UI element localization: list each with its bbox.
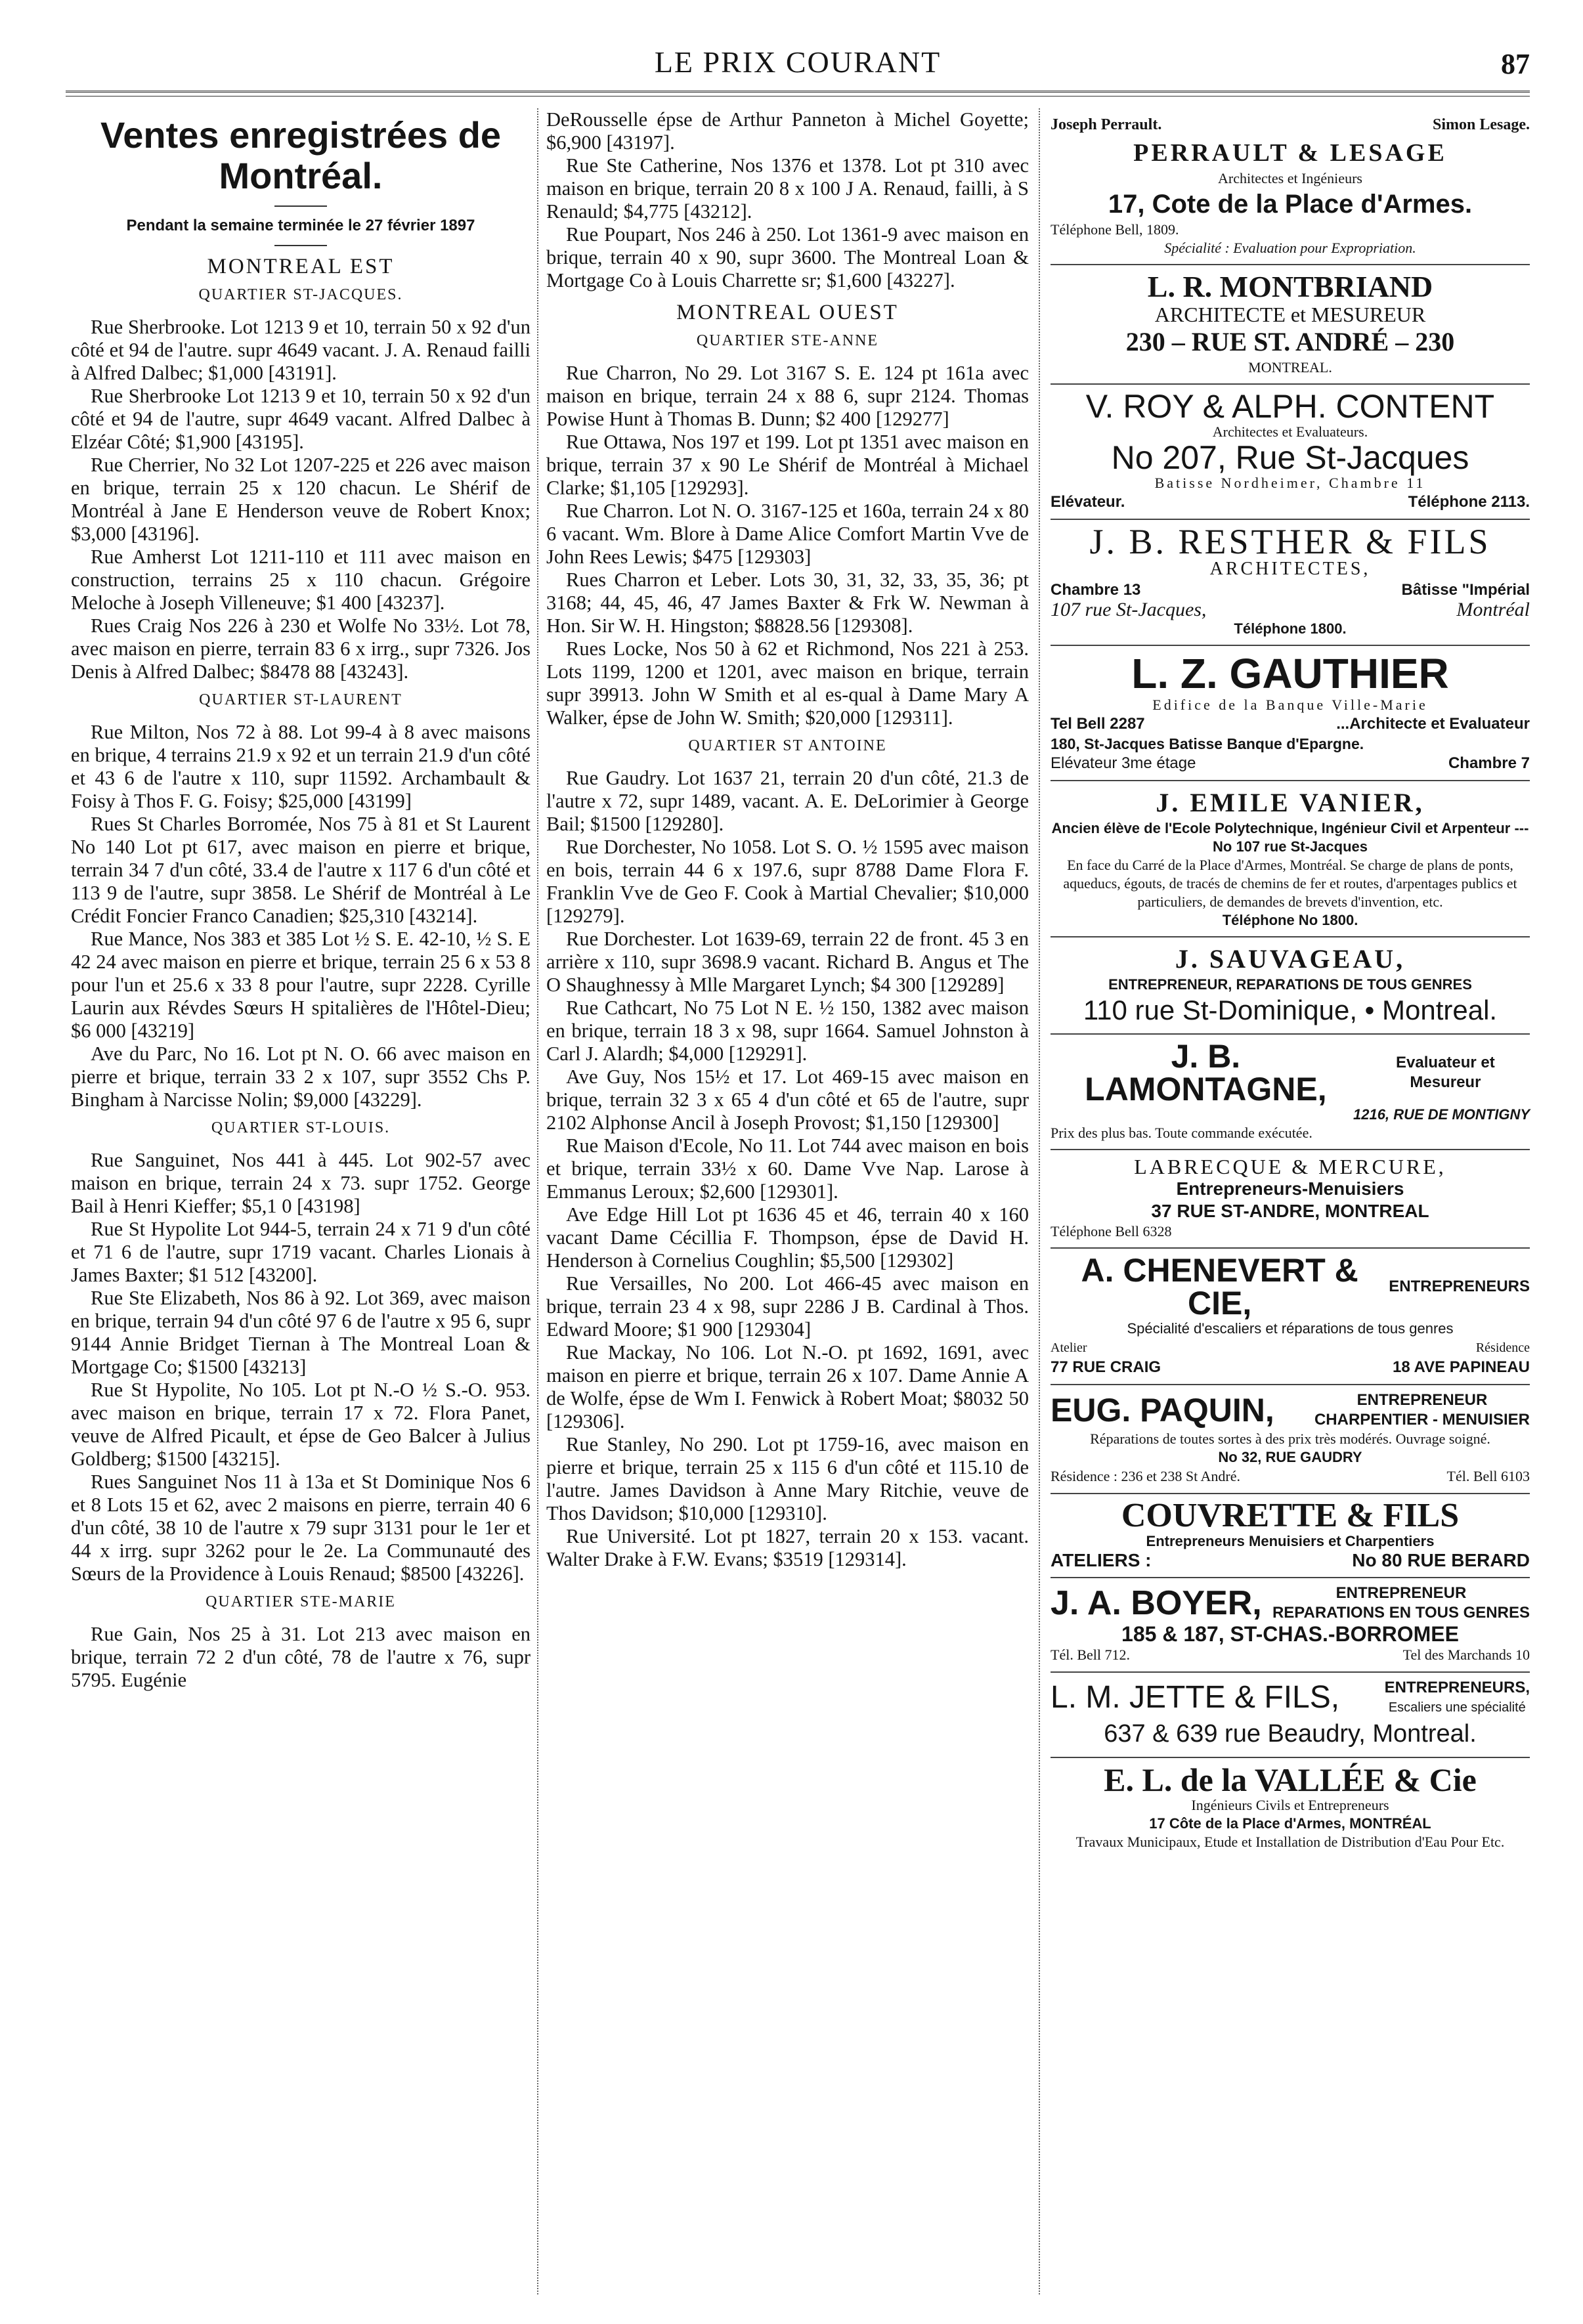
- ad-left: Résidence : 236 et 238 St André.: [1051, 1468, 1241, 1484]
- sale-entry: Rue Stanley, No 290. Lot pt 1759-16, avec maison en pierre et brique, terrain 25 x 115 6 d'un côté et 115.10 de l'autre. James Davidson à Anne Mary Ritchie, veuve de Thos Davidson; $10,000 [129310].: [546, 1433, 1029, 1524]
- page-title: LE PRIX COURANT: [654, 45, 942, 79]
- ad-phone: Téléphone Bell 6328: [1051, 1223, 1172, 1239]
- column-2: [546, 108, 1029, 1571]
- ad-vallee: [1051, 1758, 1530, 1858]
- ad-right: Bâtisse "Impérial: [1401, 581, 1530, 599]
- ad-left-label: Atelier: [1051, 1341, 1087, 1355]
- ad-specialty: Spécialité : Evaluation pour Expropriation.: [1164, 240, 1416, 256]
- ad-firm: PERRAULT & LESAGE: [1133, 139, 1447, 167]
- ad-vanier: [1051, 781, 1530, 937]
- column-divider: [1039, 108, 1040, 2294]
- ad-label: ENTREPRENEURS,: [1384, 1679, 1530, 1696]
- ad-label: ENTREPRENEUR: [1356, 1391, 1488, 1409]
- ad-name: V. ROY & ALPH. CONTENT: [1085, 388, 1495, 425]
- ad-couvrette: [1051, 1494, 1530, 1578]
- page-number: 87: [1501, 48, 1530, 80]
- sale-entry: Rue Ottawa, Nos 197 et 199. Lot pt 1351 avec maison en brique, terrain 37 x 90 Le Shérif de Montréal à Michael Clarke; $1,105 [129293].: [546, 431, 1029, 499]
- ad-trade: Architectes et Ingénieurs: [1218, 170, 1362, 186]
- ad-gauthier: [1051, 646, 1530, 781]
- ad-specialty: Spécialité d'escaliers et réparations de tous genres: [1127, 1320, 1454, 1337]
- ad-trade: REPARATIONS EN TOUS GENRES: [1272, 1604, 1530, 1622]
- ad-trade: ...Architecte et Evaluateur: [1336, 715, 1530, 733]
- ad-phone: Téléphone 1800.: [1234, 620, 1347, 637]
- ad-chenevert: [1051, 1249, 1530, 1385]
- ad-trade: Entrepreneurs-Menuisiers: [1176, 1178, 1404, 1199]
- ad-phone: Tel Bell 2287: [1051, 715, 1145, 733]
- sale-entry: Rues Locke, Nos 50 à 62 et Richmond, Nos 221 à 253. Lots 1199, 1200 et 1201, avec maison en brique, terrain supr 39913. John W Smith et al es-qual à Dame Mary A Walker, épse de John W. Smith; $20,000 [129311].: [546, 637, 1029, 729]
- ad-sauvageau: [1051, 937, 1530, 1035]
- sale-entry: Rue Ste Elizabeth, Nos 86 à 92. Lot 369, avec maison en brique, terrain 94 d'un côté 97 6 de l'autre x 95 6, supr 9144 Annie Bridget Tiernan à The Montreal Loan & Mortgage Co; $1500 [43213]: [71, 1287, 531, 1378]
- ad-address: 37 RUE ST-ANDRE, MONTREAL: [1151, 1201, 1429, 1221]
- ad-note: Prix des plus bas. Toute commande exécutée.: [1051, 1125, 1312, 1141]
- sales-list: [546, 330, 1029, 1571]
- ad-address: 1216, RUE DE MONTIGNY: [1353, 1106, 1530, 1123]
- sale-entry: Rue Dorchester. Lot 1639-69, terrain 22 de front. 45 3 en arrière x 110, supr 3698.9 vacant. Richard B. Angus et The O Shaughnessy à Mlle Margaret Lynch; $4 300 [129289]: [546, 928, 1029, 996]
- sale-entry: Rue Amherst Lot 1211-110 et 111 avec maison en construction, terrains 25 x 110 chacun. Grégoire Meloche à Joseph Villeneuve; $1 400 [43237].: [71, 546, 531, 614]
- ad-montbriand: [1051, 265, 1530, 385]
- ad-line: Ancien élève de l'Ecole Polytechnique, Ingénieur Civil et Arpenteur --- No 107 rue St-Jacques: [1051, 820, 1529, 855]
- sale-entry: Rue Cathcart, No 75 Lot N E. ½ 150, 1382 avec maison en brique, terrain 18 3 x 98, supr 1664. Samuel Johnston à Carl J. Alardh; $4,000 [129291].: [546, 997, 1029, 1065]
- ad-city: Montréal: [1456, 599, 1530, 620]
- sale-entry: Rues Sanguinet Nos 11 à 13a et St Dominique Nos 6 et 8 Lots 15 et 62, avec 2 maisons en pierre, terrain 40 6 d'un côté, 38 10 de l'autre x 79 supr 3131 pour le 1er et 44 x irrg. supr 3262 pour le 2e. La Communauté des Sœurs de la Providence à Louis Renaud; $8500 [43226].: [71, 1471, 531, 1585]
- sale-entry: Rue Sanguinet, Nos 441 à 445. Lot 902-57 avec maison en brique, terrain 24 x 73. supr 1752. George Bail à Henri Kieffer; $5,1 0 [43198]: [71, 1149, 531, 1217]
- ad-city: MONTREAL.: [1248, 359, 1332, 376]
- page-header: [66, 39, 1530, 85]
- ad-trade: Entrepreneurs Menuisiers et Charpentiers: [1146, 1533, 1435, 1549]
- ad-trade: ENTREPRENEUR, REPARATIONS DE TOUS GENRES: [1108, 976, 1472, 993]
- ad-name: Joseph Perrault.: [1051, 116, 1162, 133]
- advertisements-column: [1051, 108, 1530, 1858]
- ad-address: 230 – RUE ST. ANDRÉ – 230: [1125, 327, 1455, 356]
- ad-roy-content: [1051, 385, 1530, 520]
- ad-name: L. Z. GAUTHIER: [1131, 650, 1449, 697]
- ad-name: COUVRETTE & FILS: [1121, 1497, 1460, 1534]
- ad-address: No 207, Rue St-Jacques: [1111, 439, 1469, 476]
- ad-address: 185 & 187, ST-CHAS.-BORROMEE: [1121, 1622, 1459, 1646]
- column-divider: [537, 108, 538, 2294]
- ad-right: 18 AVE PAPINEAU: [1393, 1358, 1530, 1376]
- ad-trade: ARCHITECTES,: [1209, 559, 1371, 579]
- ad-name: J. SAUVAGEAU,: [1175, 944, 1406, 974]
- section-title: MONTREAL OUEST: [676, 301, 899, 324]
- ad-name: J. EMILE VANIER,: [1156, 788, 1425, 817]
- ad-right: Tél. Bell 6103: [1446, 1468, 1530, 1484]
- ad-labrecque: [1051, 1150, 1530, 1249]
- divider: [274, 245, 327, 246]
- ad-right-label: Résidence: [1475, 1341, 1530, 1355]
- sales-list: [71, 284, 531, 1692]
- sale-entry: Rue Ste Catherine, Nos 1376 et 1378. Lot pt 310 avec maison en brique, terrain 20 8 x 100 J A. Renaud, failli, à S Renauld; $4,775 [43212].: [546, 154, 1029, 223]
- sale-entry: Rue Charron, No 29. Lot 3167 S. E. 124 pt 161a avec maison en brique, terrain 24 x 88 6, supr 2124. Thomas Powise Hunt à Thomas B. Dunn; $2 400 [129277]: [546, 362, 1029, 430]
- quartier-heading: QUARTIER ST-JACQUES.: [198, 286, 403, 303]
- ad-name: Simon Lesage.: [1432, 116, 1530, 133]
- ad-name: A. CHENEVERT & CIE,: [1081, 1252, 1358, 1322]
- sale-entry: Rue Charron. Lot N. O. 3167-125 et 160a, terrain 24 x 80 6 vacant. Wm. Blore à Dame Alice Comfort Martin Vve de John Rees Lewis; $475 [129303]: [546, 500, 1029, 568]
- quartier-heading: QUARTIER ST-LOUIS.: [211, 1119, 391, 1136]
- sale-entry: Rue Sherbrooke Lot 1213 9 et 10, terrain 50 x 92 d'un côté et 94 de l'autre, supr 4649 vacant. Alfred Dalbec à Elzéar Côté; $1,900 [43195].: [71, 385, 531, 453]
- sale-entry: Rue Mance, Nos 383 et 385 Lot ½ S. E. 42-10, ½ S. E 42 24 avec maison en pierre et brique, terrain 25 6 x 53 8 pour l'un et 25.6 x 33 8 pour l'autre, supr 2228. Cyrille Laurin aux Révdes Sœurs H spitalières de l'Hôtel-Dieu; $6 000 [43219]: [71, 928, 531, 1042]
- ad-perrault-lesage: [1051, 108, 1530, 265]
- quartier-heading: QUARTIER ST ANTOINE: [688, 737, 887, 754]
- sale-entry: Rue Cherrier, No 32 Lot 1207-225 et 226 avec maison en brique, terrain 25 x 120 chacun. Le Shérif de Montréal à Jane E Henderson veuve de Robert Knox; $3,000 [43196].: [71, 454, 531, 545]
- ad-jette: [1051, 1673, 1530, 1758]
- ad-address: 17 Côte de la Place d'Armes, MONTRÉAL: [1149, 1815, 1431, 1832]
- section-title: MONTREAL EST: [207, 255, 395, 278]
- ad-phone: Téléphone Bell, 1809.: [1051, 221, 1179, 238]
- quartier-heading: QUARTIER ST-LAURENT: [199, 691, 402, 708]
- ad-left: Tél. Bell 712.: [1051, 1646, 1130, 1663]
- ad-right: No 80 RUE BERARD: [1352, 1550, 1530, 1570]
- ad-trade: CHARPENTIER - MENUISIER: [1314, 1411, 1530, 1429]
- ad-address: 107 rue St-Jacques,: [1051, 599, 1207, 620]
- ad-label: ENTREPRENEUR: [1335, 1584, 1467, 1602]
- sale-entry: Rue St Hypolite, No 105. Lot pt N.-O ½ S.-O. 953. avec maison en brique, terrain 17 x 72. Flora Panet, veuve de Alfred Picault, et épse de Geo Balcer à Julius Goldberg; $1500 [43215].: [71, 1379, 531, 1470]
- ad-address: No 32, RUE GAUDRY: [1218, 1449, 1362, 1465]
- ad-trade: Escaliers une spécialité: [1388, 1700, 1526, 1715]
- sale-entry: DeRousselle épse de Arthur Panneton à Michel Goyette; $6,900 [43197].: [546, 108, 1029, 154]
- sale-entry: Rue Université. Lot pt 1827, terrain 20 x 153. vacant. Walter Drake à F.W. Evans; $3519 [129314].: [546, 1525, 1029, 1570]
- divider: [274, 205, 327, 207]
- sale-entry: Rue Milton, Nos 72 à 88. Lot 99-4 à 8 avec maisons en brique, 4 terrains 21.9 x 92 et un terrain 21.9 d'un côté et 43 6 de l'autre x 110, supr 11592. Archambault & Foisy à Thos F. G. Foisy; $25,000 [43199]: [71, 721, 531, 812]
- ad-left: Elévateur 3me étage: [1051, 754, 1196, 772]
- sale-entry: Rue Dorchester, No 1058. Lot S. O. ½ 1595 avec maison en bois, terrain 44 6 x 197.6, supr 8788 Dame Flora F. Franklin Vve de Geo F. Cook à Martial Chevalier; $10,000 [129279].: [546, 836, 1029, 927]
- ad-right: Téléphone 2113.: [1408, 493, 1530, 511]
- ad-tagline: Edifice de la Banque Ville-Marie: [1152, 697, 1428, 713]
- ad-line: En face du Carré de la Place d'Armes, Montréal. Se charge de plans de ponts, aqueducs, égouts, de tracés de chemins de fer et routes, d'arpentages publics et particuliers, de demandes de brevets d'invention, etc.: [1063, 857, 1517, 910]
- ad-name: J. B. RESTHER & FILS: [1089, 522, 1491, 561]
- ad-note: Réparations de toutes sortes à des prix très modérés. Ouvrage soigné.: [1090, 1431, 1490, 1447]
- sale-entry: Rues St Charles Borromée, Nos 75 à 81 et St Laurent No 140 Lot pt 617, avec maison en pierre et brique, terrain 34 7 d'un côté, 33.4 de l'autre x 117 6 d'un côté et 113 9 de l'autre, supr 3858. Le Shérif de Montréal à Le Crédit Foncier Franco Canadien; $25,310 [43214].: [71, 813, 531, 927]
- sale-entry: Rue Gaudry. Lot 1637 21, terrain 20 d'un côté, 21.3 de l'autre x 72, supr 1489, vacant. A. E. DeLorimier à George Bail; $1500 [129280].: [546, 767, 1029, 835]
- ad-address: 637 & 639 rue Beaudry, Montreal.: [1104, 1720, 1477, 1748]
- ad-trade: Architectes et Evaluateurs.: [1212, 423, 1368, 440]
- ad-left: Elévateur.: [1051, 493, 1125, 511]
- ad-name: L. M. JETTE & FILS,: [1051, 1680, 1340, 1715]
- sale-entry: Ave du Parc, No 16. Lot pt N. O. 66 avec maison en pierre et brique, terrain 33 2 x 107, supr 3552 Chs P. Bingham à Narcisse Nolin; $9,000 [43229].: [71, 1043, 531, 1111]
- column-1: [71, 108, 531, 1692]
- sale-entry: Rue Poupart, Nos 246 à 250. Lot 1361-9 avec maison en brique, terrain 40 x 90, supr 3600. The Montreal Loan & Mortgage Co à Louis Charrette sr; $1,600 [43227].: [546, 223, 1029, 291]
- sale-entry: Rue Gain, Nos 25 à 31. Lot 213 avec maison en brique, terrain 72 2 d'un côté, 78 de l'autre x 76, supr 5795. Eugénie: [71, 1623, 531, 1691]
- ad-address: 180, St-Jacques Batisse Banque d'Epargne.: [1051, 735, 1364, 752]
- sale-entry: Rue St Hypolite Lot 944-5, terrain 24 x 71 9 d'un côté et 71 6 de l'autre, supr 1719 vacant. Charles Lionais à James Baxter; $1 512 [43200].: [71, 1218, 531, 1286]
- ad-building: Batisse Nordheimer, Chambre 11: [1154, 475, 1426, 491]
- sales-list-continued: [546, 108, 1029, 292]
- ad-trade: ARCHITECTE et MESUREUR: [1154, 303, 1426, 326]
- sale-entry: Rue Mackay, No 106. Lot N.-O. pt 1692, 1691, avec maison en pierre et brique, terrain 26 x 107. Dame Annie A de Wolfe, épse de Wm I. Fenwick à Robert Moat; $8032 50 [129306].: [546, 1341, 1029, 1432]
- quartier-heading: QUARTIER STE-MARIE: [206, 1593, 396, 1610]
- sale-entry: Rues Charron et Leber. Lots 30, 31, 32, 33, 35, 36; pt 3168; 44, 45, 46, 47 James Baxter & Frk W. Newman à Hon. Sir W. H. Hingston; $8828.56 [129308].: [546, 569, 1029, 637]
- ad-name: LABRECQUE & MERCURE,: [1134, 1155, 1446, 1178]
- ad-name: EUG. PAQUIN,: [1051, 1392, 1274, 1429]
- sale-entry: Rue Maison d'Ecole, No 11. Lot 744 avec maison en bois et brique, terrain 33½ x 60. Dame Vve Nap. Larose à Emmanus Leroux; $2,600 [129301].: [546, 1134, 1029, 1203]
- article-heading: Ventes enregistrées de Montréal.: [100, 114, 502, 196]
- ad-trade: Evaluateur et Mesureur: [1396, 1054, 1495, 1091]
- ad-label: ENTREPRENEURS: [1389, 1278, 1530, 1295]
- sale-entry: Rue Versailles, No 200. Lot 466-45 avec maison en brique, terrain 23 4 x 98, supr 2286 J B. Cardinal à Thos. Edward Moore; $1 900 [129304]: [546, 1272, 1029, 1341]
- ad-right: Tel des Marchands 10: [1402, 1646, 1530, 1663]
- sale-entry: Ave Edge Hill Lot pt 1636 45 et 46, terrain 40 x 160 vacant Dame Cécillia F. Thompson, épse de David H. Henderson à Cornelius Coughlin; $5,500 [129302]: [546, 1203, 1029, 1272]
- ad-left: ATELIERS :: [1051, 1550, 1152, 1570]
- ad-name: E. L. de la VALLÉE & Cie: [1104, 1761, 1477, 1798]
- ad-left: Chambre 13: [1051, 581, 1141, 599]
- ad-address: 110 rue St-Dominique, • Montreal.: [1083, 995, 1498, 1025]
- ad-right: Chambre 7: [1448, 754, 1530, 772]
- article-subheading: Pendant la semaine terminée le 27 février 1897: [126, 217, 475, 234]
- ad-left: 77 RUE CRAIG: [1051, 1358, 1161, 1376]
- ad-boyer: [1051, 1578, 1530, 1673]
- ad-name: L. R. MONTBRIAND: [1147, 270, 1433, 303]
- ad-resther: [1051, 520, 1530, 646]
- ad-address: 17, Cote de la Place d'Armes.: [1108, 190, 1473, 219]
- ad-name: J. A. BOYER,: [1051, 1584, 1262, 1622]
- sale-entry: Rues Craig Nos 226 à 230 et Wolfe No 33½. Lot 78, avec maison en pierre, terrain 83 6 x irrg., supr 7326. Jos Denis à Alfred Dalbec; $8478 88 [43243].: [71, 614, 531, 683]
- ad-lamontagne: [1051, 1035, 1530, 1150]
- ad-note: Travaux Municipaux, Etude et Installation de Distribution d'Eau Pour Etc.: [1075, 1834, 1505, 1850]
- ad-trade: Ingénieurs Civils et Entrepreneurs: [1191, 1797, 1389, 1813]
- quartier-heading: QUARTIER STE-ANNE: [696, 332, 879, 349]
- sale-entry: Ave Guy, Nos 15½ et 17. Lot 469-15 avec maison en brique, terrain 32 3 x 65 4 d'un côté et 65 de l'autre, supr 2102 Alphonse Ancil à Joseph Provost; $1,150 [129300]: [546, 1065, 1029, 1134]
- ad-paquin: [1051, 1385, 1530, 1494]
- ad-name: J. B. LAMONTAGNE,: [1085, 1038, 1327, 1108]
- sale-entry: Rue Sherbrooke. Lot 1213 9 et 10, terrain 50 x 92 d'un côté et 94 de l'autre. supr 4649 vacant. J. A. Renaud failli à Alfred Dalbec; $1,000 [43191].: [71, 316, 531, 384]
- header-rule: [66, 91, 1530, 97]
- ad-phone: Téléphone No 1800.: [1222, 912, 1358, 928]
